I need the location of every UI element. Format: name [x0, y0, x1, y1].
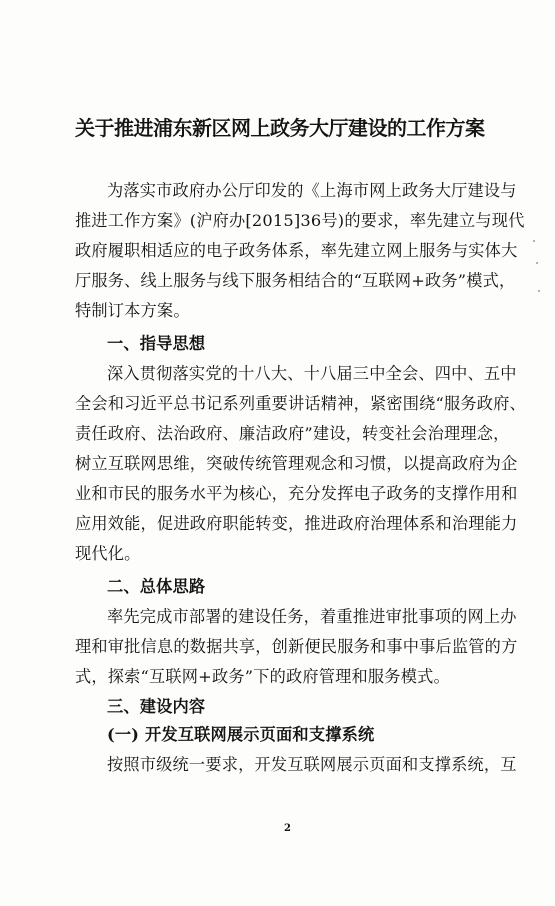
paragraph-line: 业和市民的服务水平为核心，充分发挥电子政务的支撑作用和 — [75, 484, 518, 503]
scan-speck — [533, 240, 535, 242]
scan-speck — [538, 290, 540, 292]
scan-speck — [536, 262, 538, 264]
paragraph-line: 率先完成市部署的建设任务，着重推进审批事项的网上办 — [107, 607, 517, 626]
paragraph-line: 特制订本方案。 — [75, 301, 190, 320]
section-heading: 二、总体思路 — [107, 577, 206, 596]
paragraph-line: 现代化。 — [75, 544, 141, 563]
paragraph-line: 应用效能，促进政府职能转变，推进政府治理体系和治理能力 — [75, 514, 518, 533]
paragraph-line: 政府履职相适应的电子政务体系，率先建立网上服务与实体大 — [75, 241, 518, 260]
paragraph-line: 为落实市政府办公厅印发的《上海市网上政务大厅建设与 — [107, 181, 517, 200]
paragraph-line: 按照市级统一要求，开发互联网展示页面和支撑系统，互 — [107, 755, 517, 774]
paragraph-line: 式，探索“互联网+政务”下的政府管理和服务模式。 — [75, 667, 450, 686]
paragraph-line: 深入贯彻落实党的十八大、十八届三中全会、四中、五中 — [107, 364, 517, 383]
paragraph-line: 全会和习近平总书记系列重要讲话精神，紧密围绕“服务政府、 — [75, 394, 526, 413]
paragraph-line: 厅服务、线上服务与线下服务相结合的“互联网+政务”模式， — [75, 271, 516, 290]
page-number: 2 — [284, 823, 291, 834]
document-title: 关于推进浦东新区网上政务大厅建设的工作方案 — [75, 116, 485, 140]
section-heading: 三、建设内容 — [107, 697, 206, 716]
paragraph-line: 树立互联网思维，突破传统管理观念和习惯，以提高政府为企 — [75, 454, 518, 473]
section-heading: 一、指导思想 — [107, 334, 206, 353]
subsection-heading: (一) 开发互联网展示页面和支撑系统 — [107, 725, 375, 744]
paragraph-line: 理和审批信息的数据共享，创新便民服务和事中事后监管的方 — [75, 637, 518, 656]
paragraph-line: 责任政府、法治政府、廉洁政府”建设，转变社会治理理念， — [75, 424, 510, 443]
paragraph-line: 推进工作方案》(沪府办[2015]36号)的要求，率先建立与现代 — [75, 211, 525, 230]
